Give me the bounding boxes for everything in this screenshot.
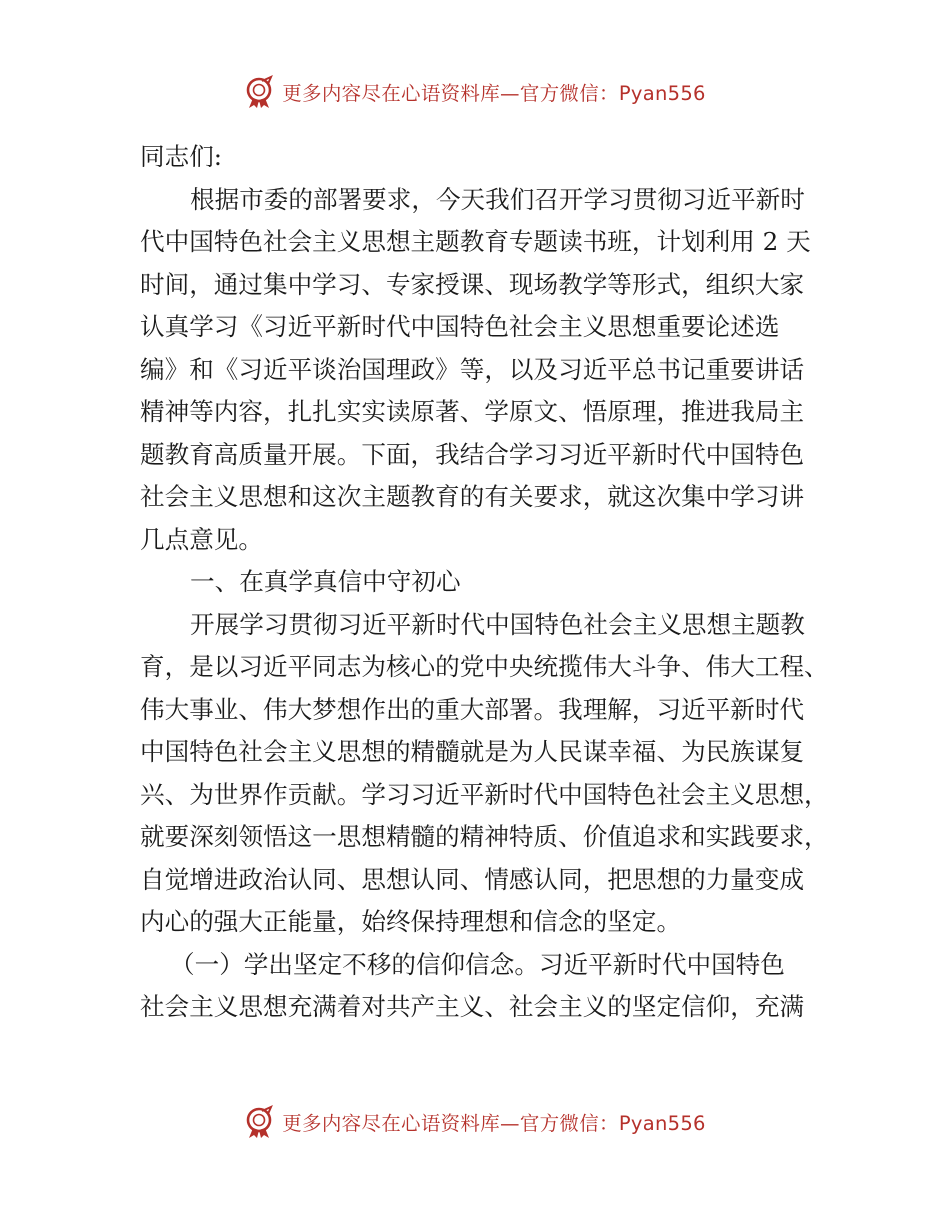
paragraph-line: 自觉增进政治认同、思想认同、情感认同，把思想的力量变成 <box>140 864 805 894</box>
paragraph-line: 根据市委的部署要求，今天我们召开学习贯彻习近平新时 <box>190 184 805 214</box>
paragraph-line: 中国特色社会主义思想的精髓就是为人民谋幸福、为民族谋复 <box>140 737 805 766</box>
paragraph-line: 认真学习《习近平新时代中国特色社会主义思想重要论述选 <box>140 312 780 341</box>
paragraph-line: 育，是以习近平同志为核心的党中央统揽伟大斗争、伟大工程、 <box>140 652 829 681</box>
paragraph-line: 社会主义思想充满着对共产主义、社会主义的坚定信仰，充满 <box>140 992 805 1021</box>
paragraph-line: 题教育高质量开展。下面，我结合学习习近平新时代中国特色 <box>140 439 805 469</box>
ribbon-logo-icon <box>244 75 276 109</box>
salutation: 同志们: <box>140 142 223 171</box>
paragraph-line: 伟大事业、伟大梦想作出的重大部署。我理解，习近平新时代 <box>140 694 805 724</box>
section-heading: 一、在真学真信中守初心 <box>190 567 461 596</box>
paragraph-line: 开展学习贯彻习近平新时代中国特色社会主义思想主题教 <box>190 609 805 639</box>
paragraph-line: 内心的强大正能量，始终保持理想和信念的坚定。 <box>140 907 682 936</box>
subsection-heading: （一）学出坚定不移的信仰信念。习近平新时代中国特色 <box>170 949 785 979</box>
header-watermark-banner <box>0 72 950 112</box>
paragraph-line: 时间，通过集中学习、专家授课、现场教学等形式，组织大家 <box>140 269 805 299</box>
paragraph-line: 就要深刻领悟这一思想精髓的精神特质、价值追求和实践要求， <box>140 822 829 851</box>
paragraph-line: 精神等内容，扎扎实实读原著、学原文、悟原理，推进我局主 <box>140 397 805 426</box>
watermark-text: 更多内容尽在心语资料库—官方微信：Pyan556 <box>282 82 706 105</box>
paragraph-line: 社会主义思想和这次主题教育的有关要求，就这次集中学习讲 <box>140 482 805 511</box>
paragraph-line: 兴、为世界作贡献。学习习近平新时代中国特色社会主义思想， <box>140 779 829 809</box>
document-body <box>140 136 829 1029</box>
paragraph-line: 代中国特色社会主义思想主题教育专题读书班，计划利用 2 天 <box>140 227 811 256</box>
paragraph-line: 几点意见。 <box>140 524 263 554</box>
paragraph-line: 编》和《习近平谈治国理政》等，以及习近平总书记重要讲话 <box>140 354 805 384</box>
footer-watermark-banner <box>0 1102 950 1142</box>
ribbon-logo-icon <box>244 1105 276 1139</box>
watermark-text: 更多内容尽在心语资料库—官方微信：Pyan556 <box>282 1112 706 1135</box>
